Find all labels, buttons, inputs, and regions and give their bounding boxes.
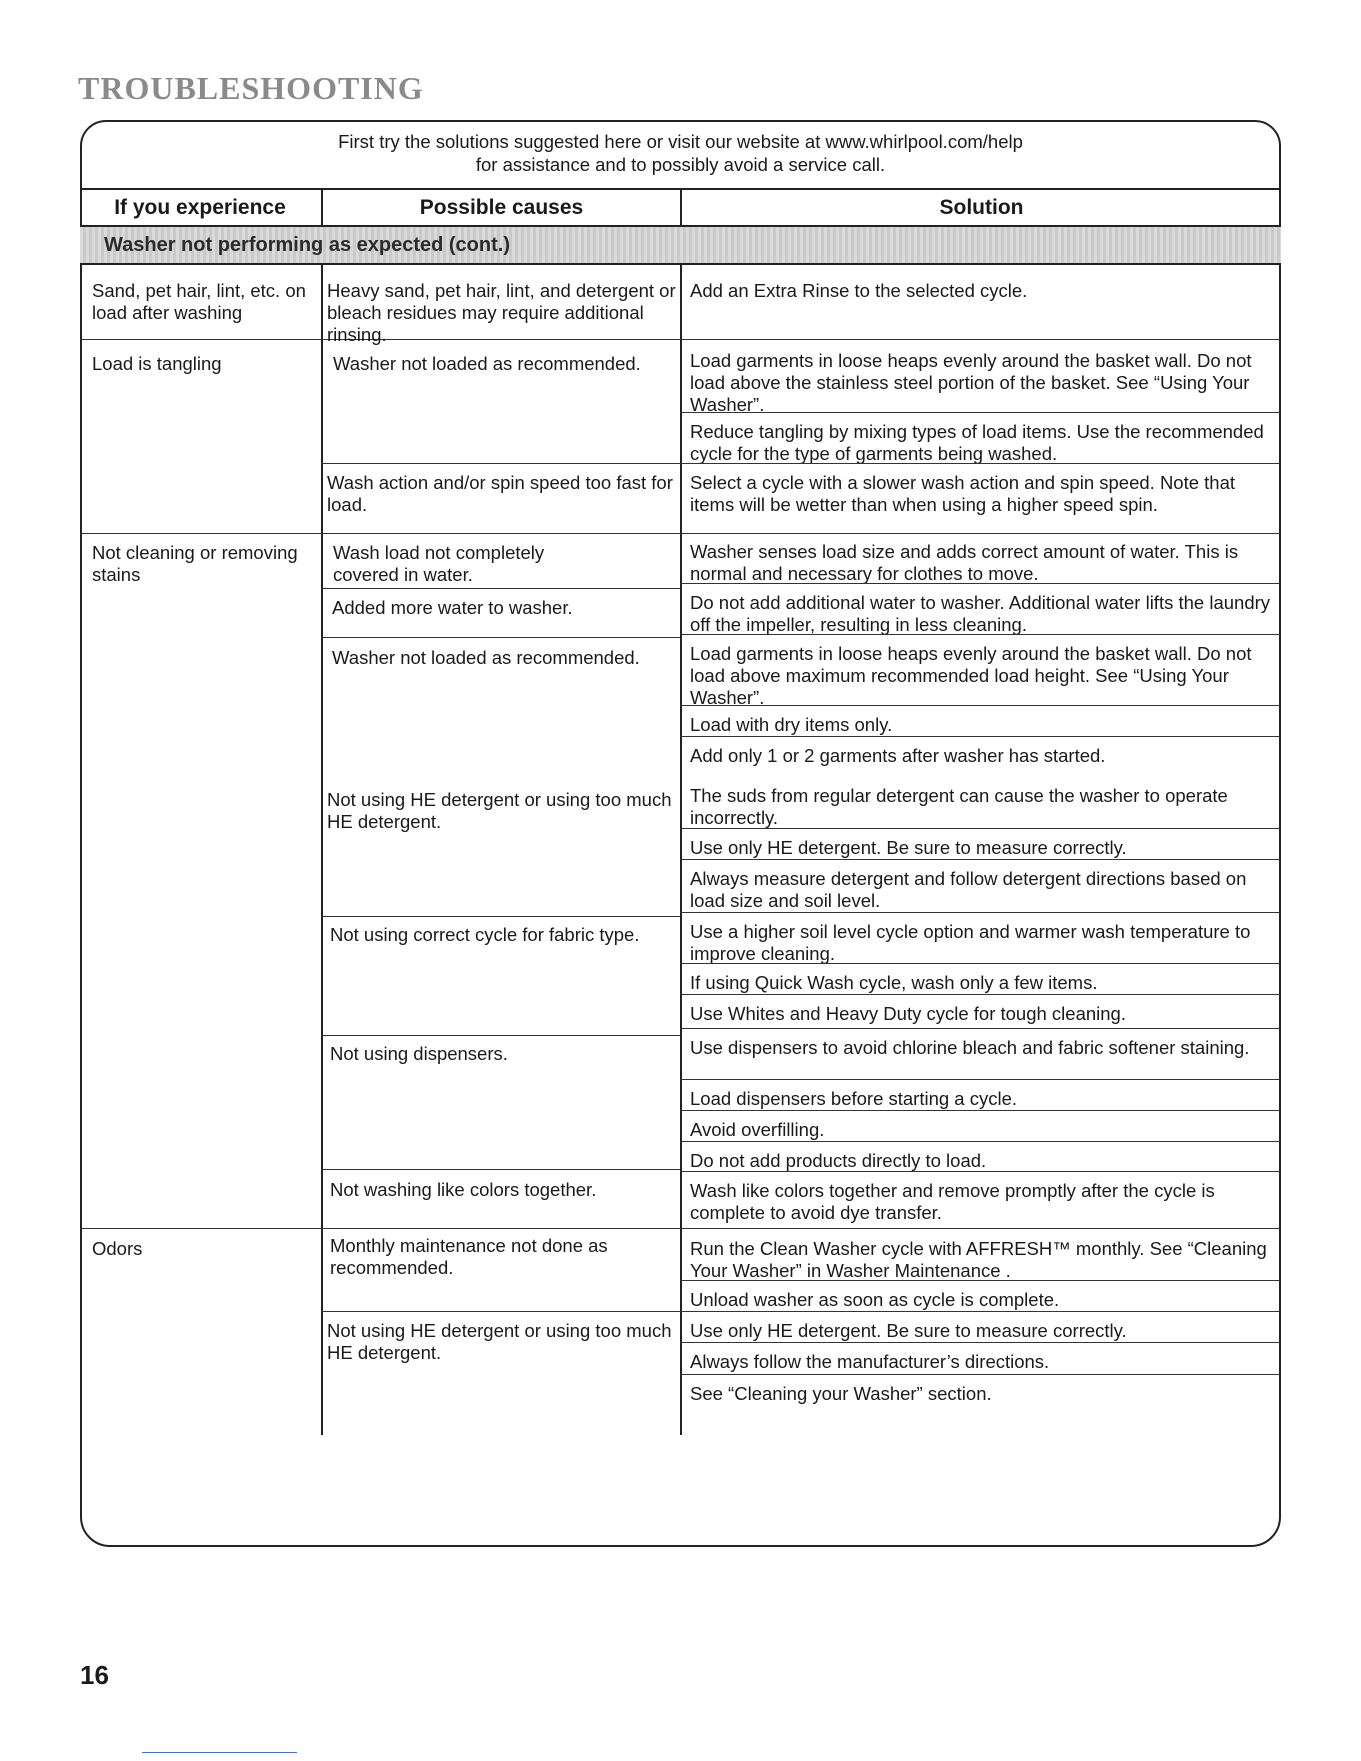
solution-cell: Always measure detergent and follow detergent directions based on load size and soil level. [690,868,1247,911]
solution-cell: Select a cycle with a slower wash action and spin speed. Note that items will be wetter than when using a higher speed spin. [690,472,1236,515]
row-divider [80,1228,1281,1229]
solution-cell: Add only 1 or 2 garments after washer has started. [690,745,1106,766]
solution-divider [680,1311,1281,1312]
cause-divider [321,1035,680,1036]
cause-cell: Not using HE detergent or using too much HE detergent. [327,789,672,832]
solution-divider [680,859,1281,860]
problem-cell: Odors [92,1238,143,1259]
cause-divider [321,588,680,589]
cause-cell: Added more water to washer. [332,597,573,618]
solution-divider [680,1374,1281,1375]
cause-cell: Wash load not completely covered in water. [333,542,545,585]
footer-rule [142,1752,297,1753]
solution-divider [680,463,1281,464]
row-divider [80,533,680,534]
solution-divider [680,705,1281,706]
solution-cell: Load with dry items only. [690,714,893,735]
solution-cell: Add an Extra Rinse to the selected cycle. [690,280,1028,301]
solution-divider [680,828,1281,829]
section-band: Washer not performing as expected (cont.) [80,227,1281,265]
solution-divider [680,1110,1281,1111]
intro-line-1: First try the solutions suggested here or visit our website at www.whirlpool.com/help [338,131,1023,152]
row-divider [80,339,1281,340]
solution-divider [680,912,1281,913]
solution-divider [680,533,1281,534]
solution-cell: Use only HE detergent. Be sure to measure correctly. [690,1320,1127,1341]
solution-divider [680,1280,1281,1281]
header-if-you-experience: If you experience [114,196,286,219]
solution-divider [680,1342,1281,1343]
header-solution: Solution [680,190,1281,225]
header-possible-causes: Possible causes [321,190,680,225]
solution-cell: Reduce tangling by mixing types of load items. Use the recommended cycle for the type of garments being washed. [690,421,1264,464]
solution-divider [680,994,1281,995]
table-header [80,188,1281,227]
problem-cell: Not cleaning or removing stains [92,542,298,585]
cause-divider [321,637,680,638]
solution-divider [680,1171,1281,1172]
cause-cell: Washer not loaded as recommended. [332,647,640,668]
solution-cell: See “Cleaning your Washer” section. [690,1383,992,1404]
solution-cell: The suds from regular detergent can cause the washer to operate incorrectly. [690,785,1228,828]
solution-cell: Wash like colors together and remove promptly after the cycle is complete to avoid dye transfer. [690,1180,1215,1223]
cause-cell: Not using dispensers. [330,1043,508,1064]
cause-cell: Wash action and/or spin speed too fast for load. [327,472,673,515]
solution-cell: Do not add products directly to load. [690,1150,987,1171]
cause-divider [321,1169,680,1170]
cause-cell: Not using correct cycle for fabric type. [330,924,640,945]
solution-divider [680,1141,1281,1142]
cause-divider [321,463,680,464]
page-title: TROUBLESHOOTING [78,70,424,106]
column-divider [321,265,323,1435]
cause-cell: Not using HE detergent or using too much HE detergent. [327,1320,672,1363]
cause-cell: Heavy sand, pet hair, lint, and detergent or bleach residues may require additional rinsing. [327,280,676,345]
problem-cell: Sand, pet hair, lint, etc. on load after washing [92,280,306,323]
solution-cell: Do not add additional water to washer. Additional water lifts the laundry off the impeller, resulting in less cleaning. [690,592,1271,635]
cause-cell: Washer not loaded as recommended. [333,353,641,374]
solution-divider [680,412,1281,413]
problem-cell: Load is tangling [92,353,222,374]
column-divider [680,265,682,1435]
solution-divider [680,736,1281,737]
solution-cell: If using Quick Wash cycle, wash only a few items. [690,972,1098,993]
cause-cell: Monthly maintenance not done as recommended. [330,1235,608,1278]
solution-divider [680,1079,1281,1080]
cause-cell: Not washing like colors together. [330,1179,597,1200]
intro-text [80,130,1281,176]
intro-line-2: for assistance and to possibly avoid a service call. [475,154,886,175]
page-number: 16 [80,1660,109,1690]
solution-cell: Always follow the manufacturer’s directions. [690,1351,1050,1372]
solution-cell: Use dispensers to avoid chlorine bleach and fabric softener staining. [690,1037,1250,1058]
solution-divider [680,1028,1281,1029]
solution-cell: Run the Clean Washer cycle with AFFRESH™ monthly. See “Cleaning Your Washer” in Washer Maintenance . [690,1238,1267,1281]
solution-cell: Load garments in loose heaps evenly around the basket wall. Do not load above maximum recommended load height. See “Using Your Washer”. [690,643,1252,708]
solution-divider [680,583,1281,584]
solution-cell: Unload washer as soon as cycle is complete. [690,1289,1060,1310]
cause-divider [321,916,680,917]
solution-divider [680,634,1281,635]
solution-cell: Avoid overfilling. [690,1119,825,1140]
troubleshooting-table [80,188,1281,1435]
table-body [80,265,1281,1435]
solution-cell: Use only HE detergent. Be sure to measure correctly. [690,837,1127,858]
solution-cell: Washer senses load size and adds correct amount of water. This is normal and necessary for clothes to move. [690,541,1239,584]
solution-cell: Load dispensers before starting a cycle. [690,1088,1018,1109]
solution-cell: Use a higher soil level cycle option and warmer wash temperature to improve cleaning. [690,921,1251,964]
solution-cell: Use Whites and Heavy Duty cycle for tough cleaning. [690,1003,1126,1024]
solution-cell: Load garments in loose heaps evenly around the basket wall. Do not load above the stainless steel portion of the basket. See “Using Your Washer”. [690,350,1252,415]
solution-divider [680,963,1281,964]
cause-divider [321,1311,680,1312]
